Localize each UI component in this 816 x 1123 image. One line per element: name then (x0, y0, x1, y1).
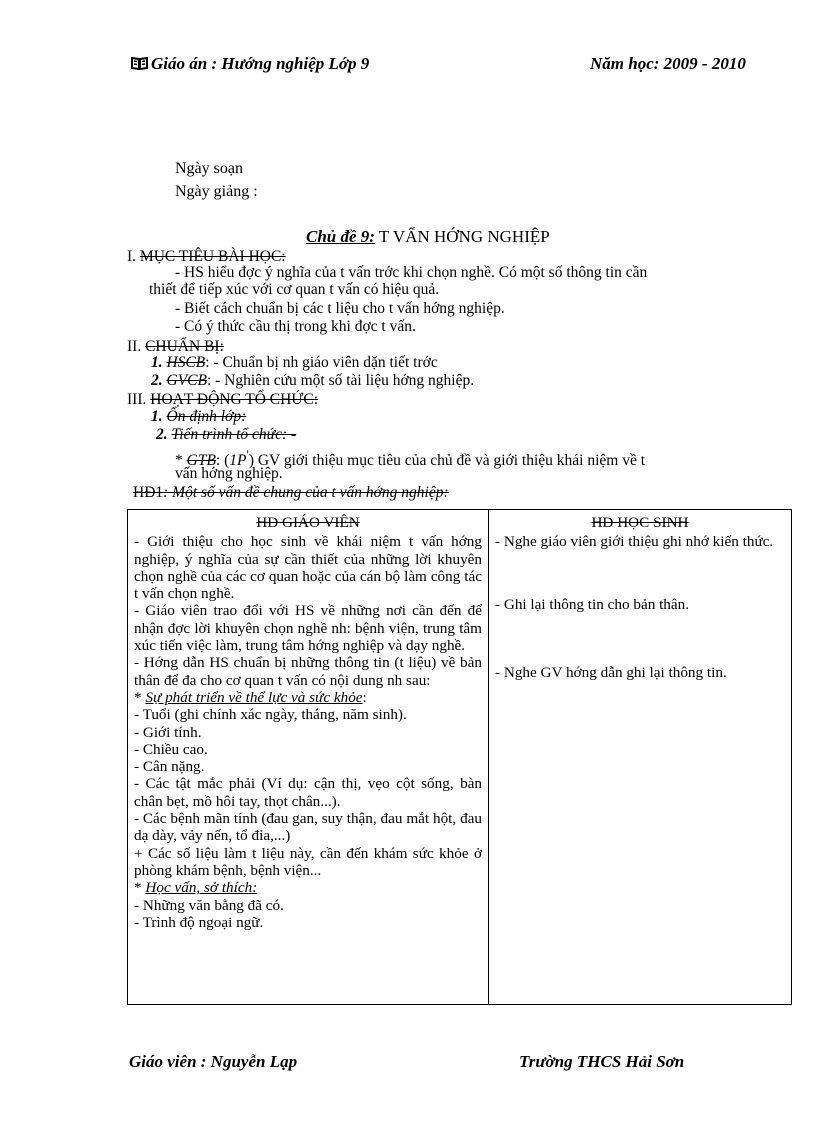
health-item: - Cân nặng. (134, 758, 205, 776)
intro-label: GTB (186, 452, 216, 470)
activity-2-text: Tiến trình tổ chức: - (171, 426, 297, 443)
student-step-2: - Ghi lại thông tin cho bản thân. (495, 596, 690, 614)
prep-teacher-num: 2. (151, 372, 167, 389)
intro-star: * (175, 452, 187, 470)
prep-student-num: 1. (151, 354, 167, 371)
intro-prime: ' (246, 447, 249, 462)
subheading-education-text: Học vấn, sở thích: (145, 879, 258, 897)
objective-line-4: - Có ý thức cầu thị trong khi đợc t vấn. (175, 318, 416, 335)
subheading-education: * Học vấn, sở thích: (134, 879, 258, 897)
activity-class-order (151, 408, 246, 426)
date-prepared: Ngày soạn (175, 160, 243, 177)
section2-num: II. (127, 338, 146, 355)
objective-line-1: - HS hiểu đợc ý nghĩa của t vấn trớc khi chọn nghề. Có một số thông tin cần (175, 264, 648, 281)
subheading-health: * Sự phát triển về thể lực và sức khỏe: (134, 688, 367, 706)
prep-student (151, 354, 438, 372)
prep-teacher-label: GVCB (166, 372, 207, 389)
health-item: - Các tật mắc phải (Ví dụ: cận thị, vẹo cột sống, bàn chân bẹt, mồ hôi tay, thọt chân...). (134, 775, 482, 810)
date-taught: Ngày giảng : (175, 183, 258, 200)
school-year: Năm học: 2009 - 2010 (590, 54, 746, 73)
hd1-text: : Một số vấn đề chung của t vấn hớng nghiệp: (163, 484, 449, 501)
objective-line-2: thiết để tiếp xúc với cơ quan t vấn có hiệu quả. (149, 281, 440, 298)
activity-table (127, 509, 792, 1005)
subheading-health-text: Sự phát triển về thể lực và sức khỏe (145, 688, 363, 706)
section1-num: I. (127, 248, 140, 265)
hd1-label: HĐ1 (133, 484, 164, 501)
student-step-1: - Nghe giáo viên giới thiệu ghi nhớ kiến thức. (495, 533, 774, 551)
section2-title: CHUẨN BỊ: (145, 338, 224, 355)
health-item: + Các số liệu làm t liệu này, cần đến khám sức khỏe ở phòng khám bệnh, bệnh viện... (134, 844, 482, 879)
activity-2-num: 2. (156, 426, 172, 443)
section3-num: III. (127, 391, 151, 408)
health-item: - Chiều cao. (134, 740, 208, 758)
health-item: - Tuổi (ghi chính xác ngày, tháng, năm sinh). (134, 706, 407, 724)
teacher-column (128, 510, 489, 1005)
teacher-step-3: - Hớng dẫn HS chuẩn bị những thông tin (t liệu) về bản thân để đa cho cơ quan t vấn có nội dung nh sau: (134, 654, 482, 689)
education-item: - Trình độ ngoại ngữ. (134, 913, 264, 931)
intro-time: 1P (229, 452, 247, 470)
teacher-step-1: - Giới thiệu cho học sinh về khái niệm t vấn hớng nghiệp, ý nghĩa của sự cần thiết của những lời khuyên chọn nghề của các cơ quan hoặc của cán bộ làm công tác t vấn chọn nghề. (134, 533, 482, 603)
teacher-name: Giáo viên : Nguyễn Lạp (129, 1052, 298, 1071)
student-column-header: HĐ HỌC SINH (591, 514, 689, 531)
education-item: - Những văn bằng đã có. (134, 896, 284, 914)
intro-text: ) GV giới thiệu mục tiêu của chủ đề và giới thiệu khái niệm về t (248, 452, 646, 470)
teacher-step-2: - Giáo viên trao đổi với HS về những nơi cần đến để nhận đợc lời khuyên chọn nghề nh: bệnh viện, trung tâm xúc tiến việc làm, trung tâm hớng nghiệp và dạy nghề. (134, 602, 482, 655)
prep-student-label: HSCB (166, 354, 206, 371)
teacher-column-header: HĐ GIÁO VIÊN (256, 514, 360, 531)
prep-teacher (151, 372, 474, 390)
book-icon (131, 55, 148, 69)
activity-hd1 (133, 484, 449, 502)
school-name: Trường THCS Hải Sơn (519, 1052, 685, 1071)
health-item: - Các bệnh mãn tính (đau gan, suy thận, đau mắt hột, đau dạ dày, vảy nến, tổ đỉa,...) (134, 810, 482, 845)
header-left (131, 54, 369, 74)
prep-teacher-text: : - Nghiên cứu một số tài liệu hớng nghiệp. (206, 372, 475, 389)
section3-title: HOẠT ĐỘNG TỔ CHỨC: (150, 391, 319, 408)
intro-line-2: vấn hớng nghiệp. (175, 465, 283, 482)
student-step-3: - Nghe GV hớng dẫn ghi lại thông tin. (495, 664, 727, 682)
lesson-plan-title: Giáo án : Hướng nghiệp Lớp 9 (151, 54, 370, 73)
activity-1-num: 1. (151, 408, 167, 425)
activity-1-text: Ổn định lớp: (166, 408, 247, 425)
prep-student-text: : - Chuẩn bị nh giáo viên dặn tiết trớc (205, 354, 438, 371)
health-item: - Giới tính. (134, 723, 202, 741)
section3-heading (127, 391, 318, 409)
objective-line-3: - Biết cách chuẩn bị các t liệu cho t vấn hớng nghiệp. (175, 300, 505, 317)
activity-process (156, 426, 296, 444)
topic-prefix: Chủ đề 9: (306, 227, 375, 246)
student-column (489, 510, 792, 1005)
topic-title (306, 228, 550, 246)
topic-text: T VẤN HỚNG NGHIỆP (374, 227, 550, 246)
section1-title: MỤC TIÊU BÀI HỌC: (139, 248, 286, 265)
intro-open: : ( (215, 452, 230, 470)
